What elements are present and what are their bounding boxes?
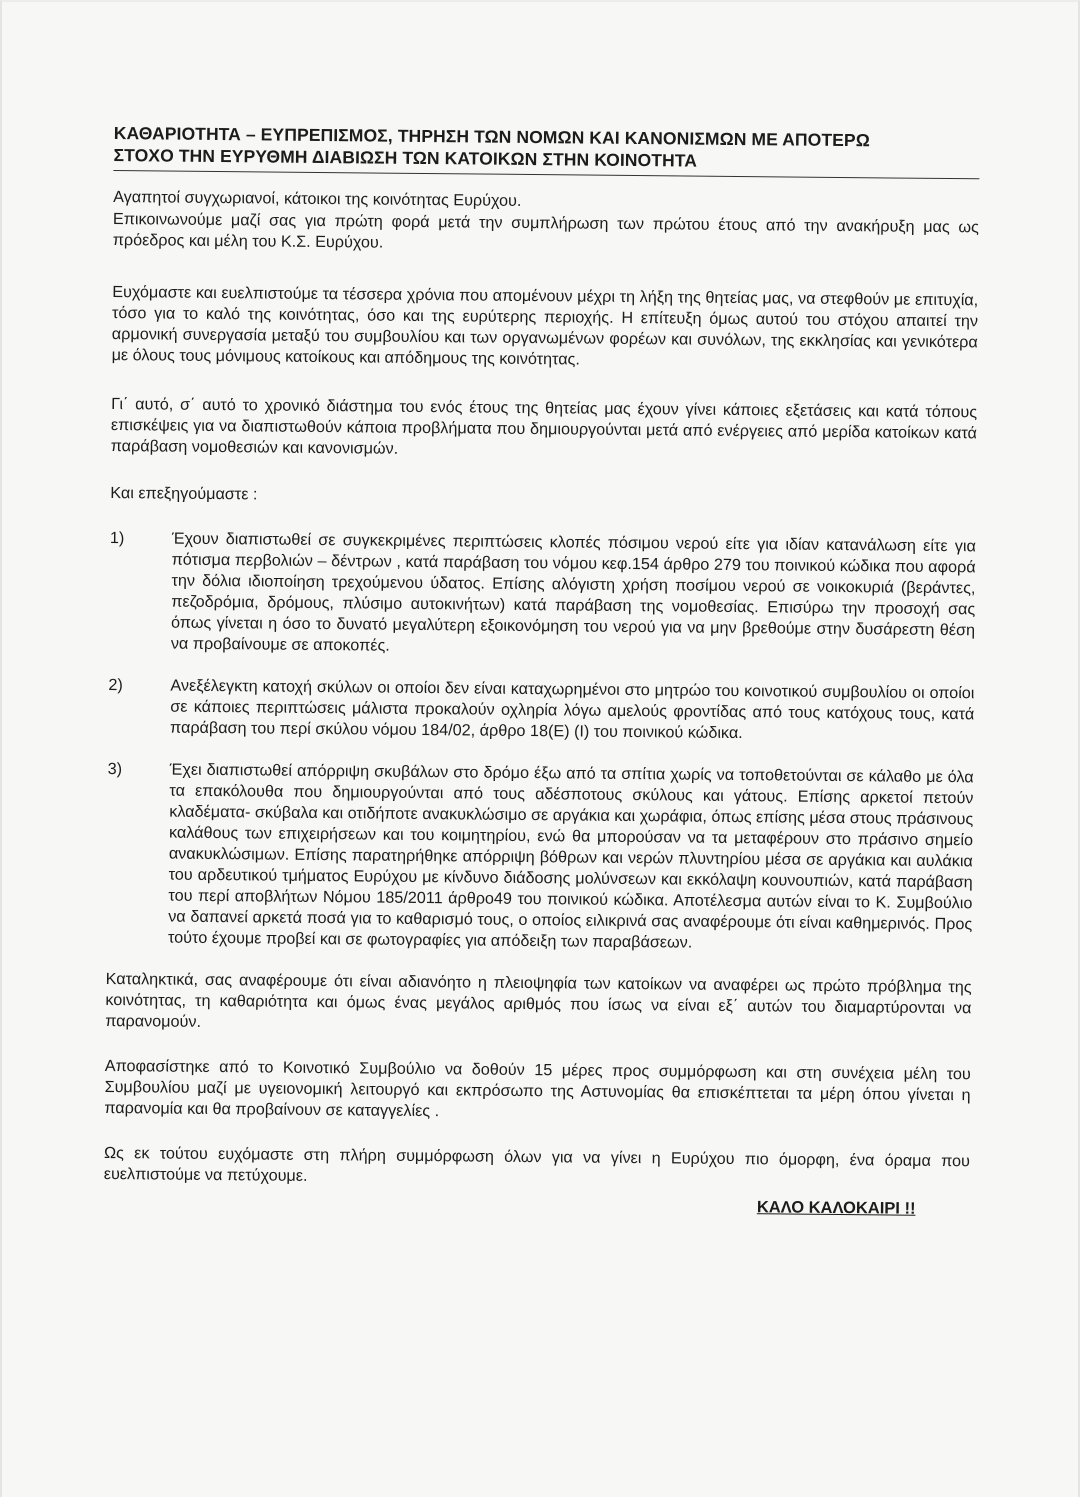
- list-item-text: Έχει διαπιστωθεί απόρριψη σκυβάλων στο δρόμο έξω από τα σπίτια χωρίς να τοποθετούνται σε κάλαθο με όλα τα επακόλουθα που δημιουργούνται από τους αδέσποτους σκύλους και γάτους. Επίσης αρκετοί πετούν κλαδέματα- σκύβαλα και οτιδήποτε ανακυκλώσιμο σε αργάκια και χωράφια, όπως επίσης μέσα στους πράσινους καλάθους των επιχειρήσεων και του κοιμητηρίου, ενώ θα μπορούσαν να τα μεταφέρουν στο πράσινο σημείο ανακυκλώσιμων. Επίσης παρατηρήθηκε απόρριψη βόθρων και νερών πλυντηρίου μέσα σε αργάκια και αυλάκια του αρδευτικού τμήματος Ευρύχου με κίνδυνο διάδοσης μολύνσεων και εκκόλαψη κουνουπιών, κατά παράβαση του περί αποβλήτων Νόμου 185/2011 άρθρο49 του ποινικού κώδικα. Αποτέλεσμα αυτών είναι το Κ. Συμβούλιο να δαπανεί αρκετά ποσά για το καθαρισμό τους, ο οποίος ειλικρινά σας αναφέρουμε ότι είναι καθημερινός. Προς τούτο έχουμε προβεί και σε φωτογραφίες για απόδειξη των παραβάσεων.: [167, 760, 974, 952]
- list-item-text: Έχουν διαπιστωθεί σε συγκεκριμένες περιπτώσεις κλοπές πόσιμου νερού είτε για ιδίαν κατανάλωση είτε για πότισμα περβολιών – δέντρων , κατά παράβαση του νόμου κεφ.154 άρθρο 279 του ποινικού κώδικα που αφορά την δόλια ιδιοποίηση τρεχούμενου ύδατος. Επίσης αλόγιστη χρήση ποσίμου νερού σε νοικοκυριά (βεράντες, πεζοδρόμια, δρόμους, πλύσιμο αυτοκινήτων) κατά παράβαση της νομοθεσίας. Επισύρω την προσοχή σας όπως γίνεται η όσο το δυνατό μεγαλύτερη εξοικονόμηση του νερού για να μην βρεθούμε στην δυσάρεστη θέση να προβαίνουμε σε αποκοπές.: [170, 529, 976, 655]
- list-item-number: 1): [109, 528, 125, 548]
- document-page: [103, 110, 980, 1220]
- decision-paragraph: Αποφασίστηκε από το Κοινοτικό Συμβούλιο να δοθούν 15 μέρες προς συμμόρφωση και στη συνέχεια μέλη του Συμβουλίου μαζί με υγειονομική λειτουργό και εκπρόσωπο της Αστυνομίας θα επισκέπτεται τα μέρη όπου γίνεται η παρανομία και θα προβαίνουν σε καταγγελίες .: [104, 1056, 971, 1121]
- document-title: [113, 122, 979, 179]
- greeting: Αγαπητοί συγχωριανοί, κάτοικοι της κοινότητας Ευρύχου.: [113, 187, 522, 210]
- conclusion-paragraph: Καταληκτικά, σας αναφέρουμε ότι είναι αδιανόητο η πλειοψηφία των κατοίκων να αναφέρει ως πρώτο πρόβλημα της κοινότητας, τη καθαριότητα και όμως ένας μεγάλος αριθμός που ίσως να είναι εξ΄ αυτών του διαμαρτύρονται να παρανομούν.: [105, 969, 972, 1031]
- wish-paragraph: Ευχόμαστε και ευελπιστούμε τα τέσσερα χρόνια που απομένουν μέχρι τη λήξη της θητείας μας, να στεφθούν με επιτυχία, τόσο για το καλό της κοινότητας, όσο και της ευρύτερης περιοχής. Η επίτευξη όμως αυτού του στόχου απαιτεί την αρμονική συνεργασία μεταξύ του συμβουλίου και των οργανωμένων φορέων και συνόλων, της εκκλησίας και γενικότερα με όλους τους μόνιμους κατοίκους και απόδημους της κοινότητας.: [111, 282, 979, 369]
- title-line-1: ΚΑΘΑΡΙΟΤΗΤΑ – ΕΥΠΡΕΠΙΣΜΟΣ, ΤΗΡΗΣΗ ΤΩΝ ΝΟΜΩΝ ΚΑΙ ΚΑΝΟΝΙΣΜΩΝ ΜΕ ΑΠΟΤΕΡΩ: [113, 122, 870, 151]
- list-item-text: Ανεξέλεγκτη κατοχή σκύλων οι οποίοι δεν είναι καταχωρημένοι στο μητρώο του κοινοτικού συμβουλίου οι οποίοι σε κάποιες περιπτώσεις μάλιστα προκαλούν οχληρία λόγω αμελούς φροντίδας από τους κατόχους τους, κατά παράβαση του περί σκύλου νόμου 184/02, άρθρο 18(Ε) (Ι) του ποινικού κώδικα.: [169, 676, 975, 743]
- explain-line: Και επεξηγούμαστε :: [110, 483, 258, 504]
- signoff-row: [103, 1191, 969, 1220]
- closing-paragraph: Ως εκ τούτου ευχόμαστε στη πλήρη συμμόρφωση όλων για να γίνει η Ευρύχου πιο όμορφη, ένα όραμα που ευελπιστούμε να πετύχουμε.: [103, 1143, 971, 1185]
- title-line-2: ΣΤΟΧΟ ΤΗΝ ΕΥΡΥΘΜΗ ΔΙΑΒΙΩΣΗ ΤΩΝ ΚΑΤΟΙΚΩΝ ΣΤΗΝ ΚΟΙΝΟΤΗΤΑ: [113, 144, 698, 171]
- list-item-number: 3): [107, 759, 123, 779]
- list-item-number: 2): [108, 675, 123, 695]
- intro-paragraph: Επικοινωνούμε μαζί σας για πρώτη φορά μετά την συμπλήρωση των πρώτου έτους από την ανακήρυξη μας ως πρόεδρος και μέλη του Κ.Σ. Ευρύχου.: [112, 209, 980, 252]
- signoff: ΚΑΛΟ ΚΑΛΟΚΑΙΡΙ !!: [756, 1198, 916, 1218]
- numbered-list: [106, 528, 976, 956]
- findings-paragraph: Γι΄ αυτό, σ΄ αυτό το χρονικό διάστημα του ενός έτους της θητείας μας έχουν γίνει κάποιες εξετάσεις και κατά τόπους επισκέψεις για να διαπιστωθούν κάποια προβλήματα που δημιουργούνται μετά από ενέργειες από μερίδα κατοίκων κατά παράβαση νομοθεσιών και κανονισμών.: [110, 394, 978, 458]
- list-item: [108, 675, 975, 746]
- list-item: [106, 759, 974, 956]
- list-item: [109, 528, 976, 662]
